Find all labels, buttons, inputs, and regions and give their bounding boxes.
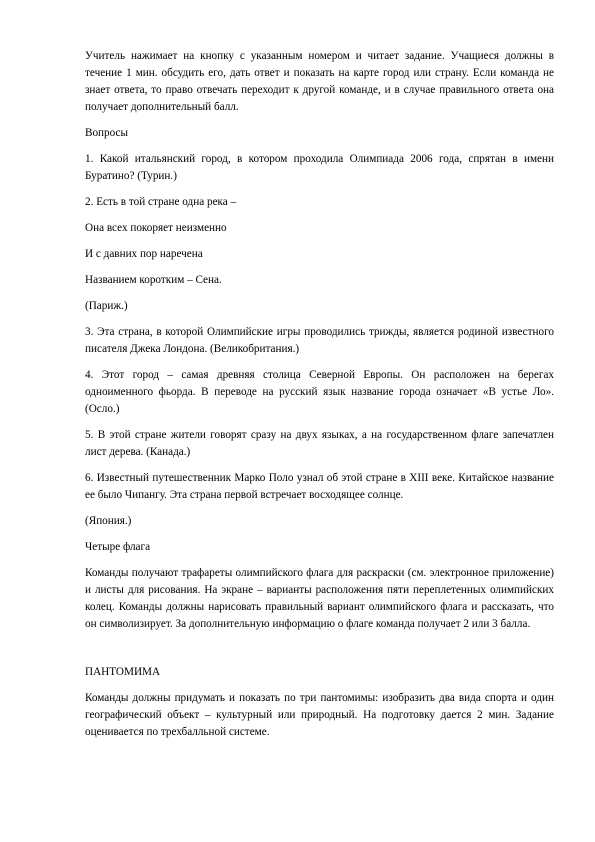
question-5: 5. В этой стране жители говорят сразу на двух языках, а на государственном флаге запечатлен лист дерева. (Канада.) [85,429,554,458]
question-2-line-3: И с давних пор наречена [85,248,203,260]
question-2-line-1: 2. Есть в той стране одна река – [85,196,237,208]
pantomime-paragraph: Команды должны придумать и показать по три пантомимы: изобразить два вида спорта и один географический объект – культурный или природный. На подготовку дается 2 мин. Задание оценивается по трехбалльной системе. [85,692,554,738]
question-4: 4. Этот город – самая древняя столица Северной Европы. Он расположен на берегах одноименного фьорда. В переводе на русский язык название города означает «В устье Ло». (Осло.) [85,369,554,415]
question-2-answer: (Париж.) [85,300,128,312]
intro-paragraph: Учитель нажимает на кнопку с указанным номером и читает задание. Учащиеся должны в течение 1 мин. обсудить его, дать ответ и показать на карте город или страну. Если команда не знает ответа, то право отвечать переходит к другой команде, и в случае правильного ответа она получает дополнительный балл. [85,50,554,113]
question-3: 3. Эта страна, в которой Олимпийские игры проводились трижды, является родиной известного писателя Джека Лондона. (Великобритания.) [85,326,554,355]
pantomime-heading: ПАНТОМИМА [85,666,161,678]
question-2-line-2: Она всех покоряет неизменно [85,222,227,234]
question-6: 6. Известный путешественник Марко Поло узнал об этой стране в XIII веке. Китайское название ее было Чипангу. Эта страна первой встречает восходящее солнце. [85,472,554,501]
question-2-line-4: Названием коротким – Сена. [85,274,222,286]
flags-heading: Четыре флага [85,541,151,553]
flags-paragraph: Команды получают трафареты олимпийского флага для раскраски (см. электронное приложение) и листы для рисования. На экране – варианты расположения пяти переплетенных олимпийских колец. Команды должны нарисовать правильный вариант олимпийского флага и рассказать, что он символизирует. За дополнительную информацию о флаге команда получает 2 или 3 балла. [85,567,554,630]
questions-heading: Вопросы [85,127,128,139]
document-page [85,48,554,750]
question-1: 1. Какой итальянский город, в котором проходила Олимпиада 2006 года, спрятан в имени Буратино? (Турин.) [85,153,554,182]
question-6-answer: (Япония.) [85,515,132,527]
